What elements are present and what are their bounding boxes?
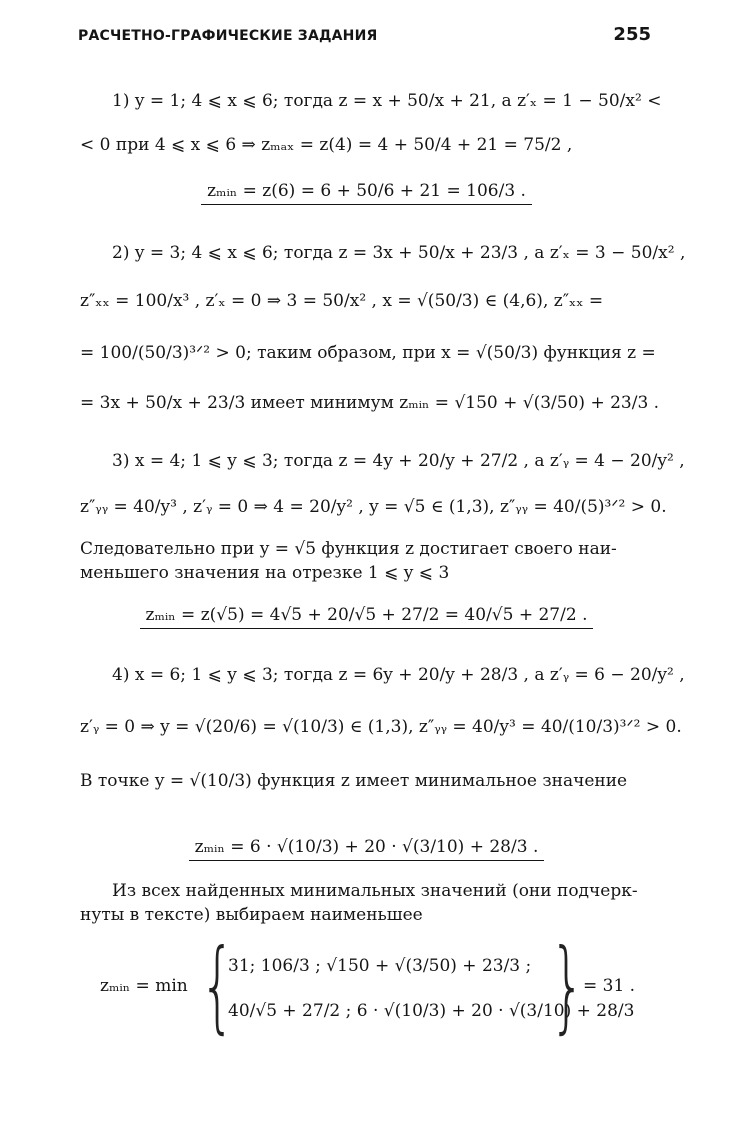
- running-header-title: РАСЧЕТНО-ГРАФИЧЕСКИЕ ЗАДАНИЯ: [78, 28, 378, 44]
- text-line-18: нуты в тексте) выбираем наименьшее: [80, 905, 423, 925]
- text-line-8: 3) x = 4; 1 ⩽ y ⩽ 3; тогда z = 4y + 20/y + 27/2 , а z′ᵧ = 4 − 20/y² ,: [112, 451, 685, 471]
- text-line-2: < 0 при 4 ⩽ x ⩽ 6 ⇒ zₘₐₓ = z(4) = 4 + 50/4 + 21 = 75/2 ,: [80, 135, 573, 155]
- formula-zmin-1: zₘᵢₙ = z(6) = 6 + 50/6 + 21 = 106/3 .: [201, 180, 532, 205]
- page-number: 255: [613, 24, 651, 45]
- text-line-7: = 3x + 50/x + 23/3 имеет минимум zₘᵢₙ = √150 + √(3/50) + 23/3 .: [80, 393, 660, 413]
- text-line-10: Следовательно при y = √5 функция z достигает своего наи-: [80, 539, 617, 559]
- formula-zmin-3: zₘᵢₙ = z(√5) = 4√5 + 20/√5 + 27/2 = 40/√5 + 27/2 .: [140, 604, 594, 629]
- final-label: zₘᵢₙ = min: [100, 976, 188, 996]
- text-line-9: z″ᵧᵧ = 40/y³ , z′ᵧ = 0 ⇒ 4 = 20/y² , y = √5 ∈ (1,3), z″ᵧᵧ = 40/(5)³ᐟ² > 0.: [80, 497, 667, 517]
- underlined-result-4: [80, 836, 653, 861]
- underlined-result-1: [80, 180, 653, 205]
- text-line-4: 2) y = 3; 4 ⩽ x ⩽ 6; тогда z = 3x + 50/x + 23/3 , а z′ₓ = 3 − 50/x² ,: [112, 243, 686, 263]
- final-min-expression: [100, 927, 660, 1046]
- text-line-6: = 100/(50/3)³ᐟ² > 0; таким образом, при x = √(50/3) функция z =: [80, 343, 656, 363]
- text-line-1: 1) y = 1; 4 ⩽ x ⩽ 6; тогда z = x + 50/x + 21, а z′ₓ = 1 − 50/x² <: [112, 91, 662, 111]
- formula-zmin-4: zₘᵢₙ = 6 · √(10/3) + 20 · √(3/10) + 28/3 .: [189, 836, 545, 861]
- left-brace: {: [200, 927, 235, 1044]
- text-line-11: меньшего значения на отрезке 1 ⩽ y ⩽ 3: [80, 563, 450, 583]
- final-result: = 31 .: [583, 976, 636, 996]
- final-row-1: 31; 106/3 ; √150 + √(3/50) + 23/3 ;: [228, 956, 532, 976]
- text-line-13: 4) x = 6; 1 ⩽ y ⩽ 3; тогда z = 6y + 20/y + 28/3 , а z′ᵧ = 6 − 20/y² ,: [112, 665, 685, 685]
- right-brace: }: [550, 927, 585, 1044]
- text-line-5: z″ₓₓ = 100/x³ , z′ₓ = 0 ⇒ 3 = 50/x² , x = √(50/3) ∈ (4,6), z″ₓₓ =: [80, 291, 604, 311]
- text-line-15: В точке y = √(10/3) функция z имеет минимальное значение: [80, 771, 628, 791]
- final-row-2: 40/√5 + 27/2 ; 6 · √(10/3) + 20 · √(3/10) + 28/3: [228, 1001, 635, 1021]
- underlined-result-3: [80, 604, 653, 629]
- text-line-14: z′ᵧ = 0 ⇒ y = √(20/6) = √(10/3) ∈ (1,3), z″ᵧᵧ = 40/y³ = 40/(10/3)³ᐟ² > 0.: [80, 717, 682, 737]
- text-line-17: Из всех найденных минимальных значений (они подчерк-: [112, 881, 638, 901]
